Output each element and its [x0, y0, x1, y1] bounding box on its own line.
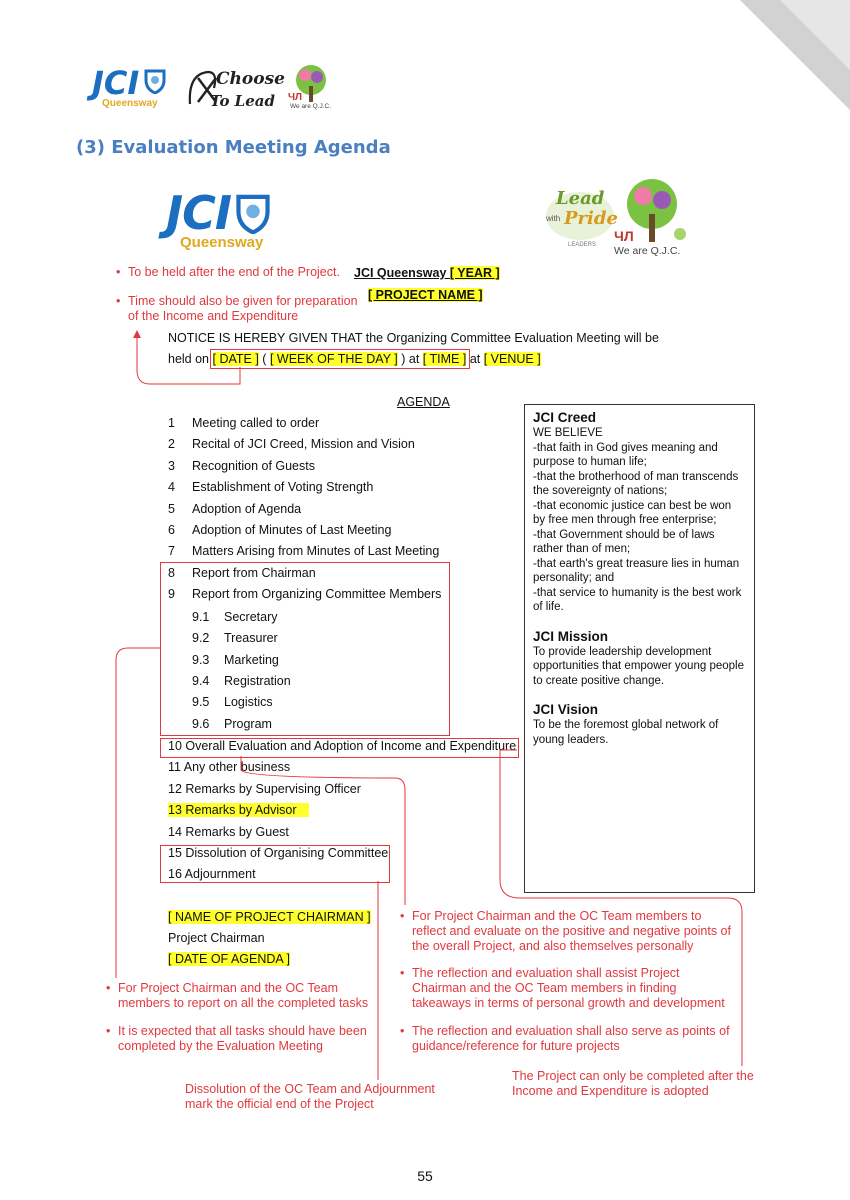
project-chairman-label: Project Chairman — [168, 931, 265, 945]
dissolution-box — [160, 845, 390, 883]
date-time-box — [210, 349, 470, 369]
agenda-item-text: 16 Adjournment — [168, 867, 256, 882]
sub-agenda-item-number: 9.5 — [192, 695, 210, 710]
creed-box — [524, 404, 755, 893]
agenda-item-text: Adoption of Minutes of Last Meeting — [192, 523, 392, 537]
agenda-item-number: 3 — [168, 458, 175, 473]
sub-agenda-item-number: 9.3 — [192, 652, 210, 667]
page-corner-fold — [740, 0, 850, 110]
creed-line: -that faith in God gives meaning and — [533, 441, 718, 454]
agenda-item-text: 12 Remarks by Supervising Officer — [168, 781, 361, 796]
agenda-item — [168, 803, 309, 817]
agenda-item-number: 7 — [168, 544, 175, 559]
mission-title: JCI Mission — [533, 628, 609, 644]
creed-line: To be the foremost global network of — [533, 719, 719, 731]
sub-agenda-item-text: Marketing — [224, 652, 279, 667]
creed-line: of life. — [533, 601, 564, 613]
creed-line: opportunities that empower young people — [533, 660, 744, 672]
creed-line: the sovereignty of nations; — [533, 485, 668, 497]
creed-line: to create positive change. — [533, 674, 665, 687]
doc-logo-lead-with-pride: Lead with Pride LEADERS — [540, 186, 620, 258]
agenda-item-text: 10 Overall Evaluation and Adoption of Income and Expenditure — [168, 739, 517, 753]
agenda-item-text: 14 Remarks by Guest — [168, 824, 289, 839]
sub-agenda-item-text: Treasurer — [224, 631, 278, 646]
agenda-item-text: Adoption of Agenda — [192, 501, 302, 516]
sub-agenda-item-number: 9.6 — [192, 716, 210, 731]
reports-box — [160, 562, 450, 736]
income-expenditure-box — [160, 738, 519, 758]
agenda-item — [168, 760, 290, 774]
project-name-placeholder: [ PROJECT NAME ] — [368, 288, 483, 302]
agenda-item-number: 9 — [168, 587, 175, 602]
shield-icon — [235, 192, 271, 234]
note-preparation: • Time should also be given for preparation of the Income and Expenditure — [116, 294, 358, 323]
sub-agenda-item-text: Logistics — [224, 695, 273, 710]
sub-agenda-item-number: 9.1 — [192, 610, 210, 624]
sub-agenda-item-text: Program — [224, 716, 272, 731]
agenda-item-text: Recital of JCI Creed, Mission and Vision — [192, 437, 415, 452]
agenda-item-text: Establishment of Voting Strength — [192, 480, 374, 495]
notice-line-2: held on [ DATE ] ( [ WEEK OF THE DAY ] ) at [ TIME ] at [ VENUE ] — [168, 352, 541, 366]
agenda-item-number: 5 — [168, 501, 175, 516]
creed-line: -that earth's great treasure lies in human — [533, 557, 740, 570]
note-held-after: • To be held after the end of the Project. — [116, 265, 340, 279]
agenda-item-text: Meeting called to order — [192, 416, 320, 430]
creed-title: JCI Creed — [533, 410, 597, 425]
top-logo-choose-to-lead: Choose To Lead — [186, 66, 284, 114]
creed-line: -that the brotherhood of man transcends — [533, 470, 739, 483]
shield-icon — [144, 68, 166, 94]
org-title: JCI Queensway [ YEAR ] — [354, 266, 500, 280]
creed-line: rather than of men; — [533, 543, 631, 555]
agenda-item — [168, 782, 361, 796]
agenda-date-placeholder: [ DATE OF AGENDA ] — [168, 952, 291, 966]
chairman-name-placeholder: [ NAME OF PROJECT CHAIRMAN ] — [168, 910, 371, 924]
agenda-item-text: 11 Any other business — [168, 760, 291, 775]
agenda-item-number: 1 — [168, 416, 175, 430]
agenda-title: AGENDA — [397, 395, 450, 409]
page-number: 55 — [417, 1168, 433, 1184]
top-logo-we-are-qjc: ЧЛ We are Q.J.C. — [288, 64, 334, 114]
sub-agenda-item-number: 9.2 — [192, 631, 210, 646]
note-dissolution: Dissolution of the OC Team and Adjournment mark the official end of the Project — [185, 1082, 435, 1111]
sub-agenda-item-number: 9.4 — [192, 673, 210, 688]
doc-logo-we-are-qjc: ЧЛ We are Q.J.C. — [614, 178, 690, 262]
agenda-item-text: Report from Chairman — [192, 565, 316, 580]
note-reflection-assist: • The reflection and evaluation shall assist Project Chairman and the OC Team members in finding takeaways in terms of personal growth and development — [400, 966, 725, 1010]
agenda-item-text: 13 Remarks by Advisor — [168, 803, 309, 817]
agenda-item-number: 4 — [168, 480, 175, 495]
creed-line: -that economic justice can best be won — [533, 499, 732, 512]
sub-agenda-item-text: Secretary — [224, 610, 278, 624]
creed-line: young leaders. — [533, 733, 609, 746]
agenda-item-text: Recognition of Guests — [192, 458, 315, 473]
note-expected: • It is expected that all tasks should have been completed by the Evaluation Meeting — [106, 1024, 367, 1053]
creed-line: -that service to humanity is the best work — [533, 586, 742, 599]
creed-line: -that Government should be of laws — [533, 528, 715, 541]
notice-line-1: NOTICE IS HEREBY GIVEN THAT the Organizing Committee Evaluation Meeting will be — [168, 331, 659, 345]
agenda-item-text: Report from Organizing Committee Members — [192, 587, 442, 602]
creed-line: WE BELIEVE — [533, 427, 603, 439]
page-heading: (3) Evaluation Meeting Agenda — [76, 137, 391, 158]
agenda-item-number: 6 — [168, 523, 175, 537]
agenda-item — [168, 825, 289, 839]
agenda-item-number: 2 — [168, 437, 175, 452]
creed-line: To provide leadership development — [533, 645, 712, 658]
creed-line: personality; and — [533, 572, 615, 584]
note-reflection-serve: • The reflection and evaluation shall also serve as points of guidance/reference for future projects — [400, 1024, 730, 1053]
doc-logo-jci: JCI Queensway — [166, 186, 271, 251]
creed-line: by free men through free enterprise; — [533, 514, 717, 526]
creed-line: purpose to human life; — [533, 456, 647, 468]
note-chairman-reflect: • For Project Chairman and the OC Team members to reflect and evaluate on the positive and negative points of the overall Project, and also themselves personally — [400, 909, 731, 953]
note-completed-after: The Project can only be completed after the Income and Expenditure is adopted — [512, 1069, 754, 1098]
agenda-item-text: 15 Dissolution of Organising Committee — [168, 846, 389, 860]
agenda-item-text: Matters Arising from Minutes of Last Meeting — [192, 544, 440, 559]
note-report-tasks: • For Project Chairman and the OC Team members to report on all the completed tasks — [106, 981, 369, 1010]
sub-agenda-item-text: Registration — [224, 673, 291, 688]
vision-title: JCI Vision — [533, 702, 599, 717]
agenda-item-number: 8 — [168, 565, 175, 580]
top-logo-jci: JCI Queensway — [92, 64, 166, 109]
